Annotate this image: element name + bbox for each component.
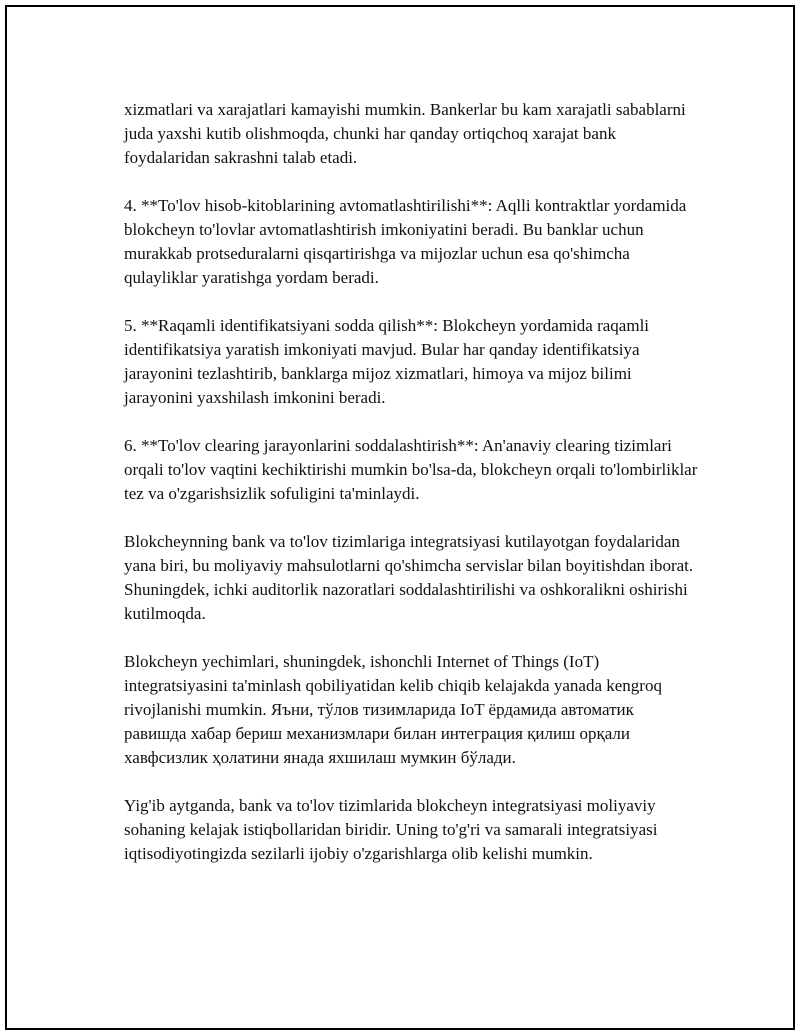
document-body bbox=[124, 98, 699, 890]
paragraph-benefits: Blokcheynning bank va to'lov tizimlariga integratsiyasi kutilayotgan foydalaridan yana biri, bu moliyaviy mahsulotlarni qo'shimcha servislar bilan boyitishdan iborat. Shuningdek, ichki auditorlik nazoratlari soddalashtirilishi va oshkoralikni oshirishi kutilmoqda. bbox=[124, 532, 694, 623]
paragraph-item-5: 5. **Raqamli identifikatsiyani sodda qilish**: Blokcheyn yordamida raqamli identifikatsiya yaratish imkoniyati mavjud. Bular har qanday identifikatsiya jarayonini tezlashtirib, banklarga mijoz xizmatlari, himoya va mijoz bilimi jarayonini yaxshilash imkonini beradi. bbox=[124, 316, 650, 407]
paragraph-iot: Blokcheyn yechimlari, shuningdek, ishonchli Internet of Things (IoT) integratsiyasini ta'minlash qobiliyatidan kelib chiqib kelajakda yanada kengroq rivojlanishi mumkin. Яъни, тўлов тизимларида IoT ёрдамида автоматик равишда хабар бериш механизмлари билан интеграция қилиш орқали хавфсизлик ҳолатини янада яхшилаш мумкин бўлади. bbox=[124, 652, 662, 767]
paragraph-item-6: 6. **To'lov clearing jarayonlarini soddalashtirish**: An'anaviy clearing tizimlari orqali to'lov vaqtini kechiktirishi mumkin bo'lsa-da, blokcheyn orqali to'lombirliklar tez va o'zgarishsizlik sofuligini ta'minlaydi. bbox=[124, 436, 698, 503]
paragraph-continuation: xizmatlari va xarajatlari kamayishi mumkin. Bankerlar bu kam xarajatli sabablarni juda yaxshi kutib olishmoqda, chunki har qanday ortiqchoq xarajat bank foydalaridan sakrashni talab etadi. bbox=[124, 100, 686, 167]
page-frame bbox=[5, 5, 795, 1030]
paragraph-item-4: 4. **To'lov hisob-kitoblarining avtomatlashtirilishi**: Aqlli kontraktlar yordamida blokcheyn to'lovlar avtomatlashtirish imkoniyatini beradi. Bu banklar uchun murakkab protseduralarni qisqartirishga va mijozlar uchun esa qo'shimcha qulayliklar yaratishga yordam beradi. bbox=[124, 196, 687, 287]
paragraph-conclusion: Yig'ib aytganda, bank va to'lov tizimlarida blokcheyn integratsiyasi moliyaviy sohaning kelajak istiqbollaridan biridir. Uning to'g'ri va samarali integratsiyasi iqtisodiyotingizda sezilarli ijobiy o'zgarishlarga olib kelishi mumkin. bbox=[124, 796, 658, 863]
